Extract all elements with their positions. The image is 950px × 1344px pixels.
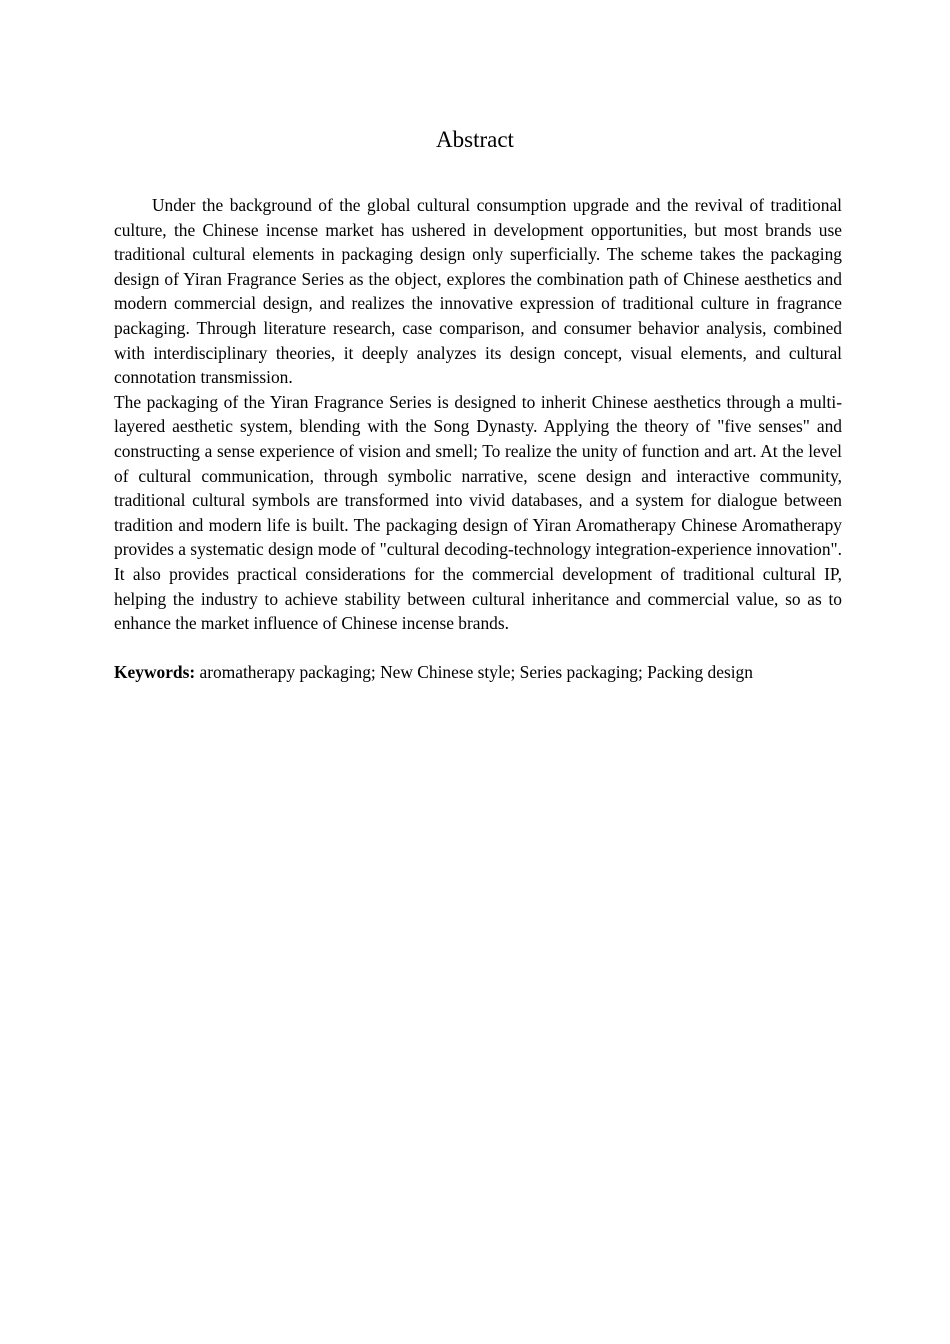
keywords-label: Keywords: bbox=[114, 661, 196, 682]
keywords-text: aromatherapy packaging; New Chinese style; Series packaging; Packing design bbox=[195, 661, 753, 682]
abstract-paragraph-2: The packaging of the Yiran Fragrance Series is designed to inherit Chinese aesthetics through a multi-layered aesthetic system, blending with the Song Dynasty. Applying the theory of "five senses" and constructing a sense experience of vision and smell; To realize the unity of function and art. At the level of cultural communication, through symbolic narrative, scene design and interactive community, traditional cultural symbols are transformed into vivid databases, and a system for dialogue between tradition and modern life is built. The packaging design of Yiran Aromatherapy Chinese Aromatherapy provides a systematic design mode of "cultural decoding-technology integration-experience innovation". It also provides practical considerations for the commercial development of traditional cultural IP, helping the industry to achieve stability between cultural inheritance and commercial value, so as to enhance the market influence of Chinese incense brands. bbox=[114, 391, 842, 634]
abstract-body bbox=[114, 193, 842, 684]
keywords-line bbox=[114, 660, 842, 685]
abstract-title: Abstract bbox=[436, 127, 514, 152]
abstract-paragraph-1: Under the background of the global cultural consumption upgrade and the revival of traditional culture, the Chinese incense market has ushered in development opportunities, but most brands use traditional cultural elements in packaging design only superficially. The scheme takes the packaging design of Yiran Fragrance Series as the object, explores the combination path of Chinese aesthetics and modern commercial design, and realizes the innovative expression of traditional culture in fragrance packaging. Through literature research, case comparison, and consumer behavior analysis, combined with interdisciplinary theories, it deeply analyzes its design concept, visual elements, and cultural connotation transmission. bbox=[114, 195, 842, 388]
